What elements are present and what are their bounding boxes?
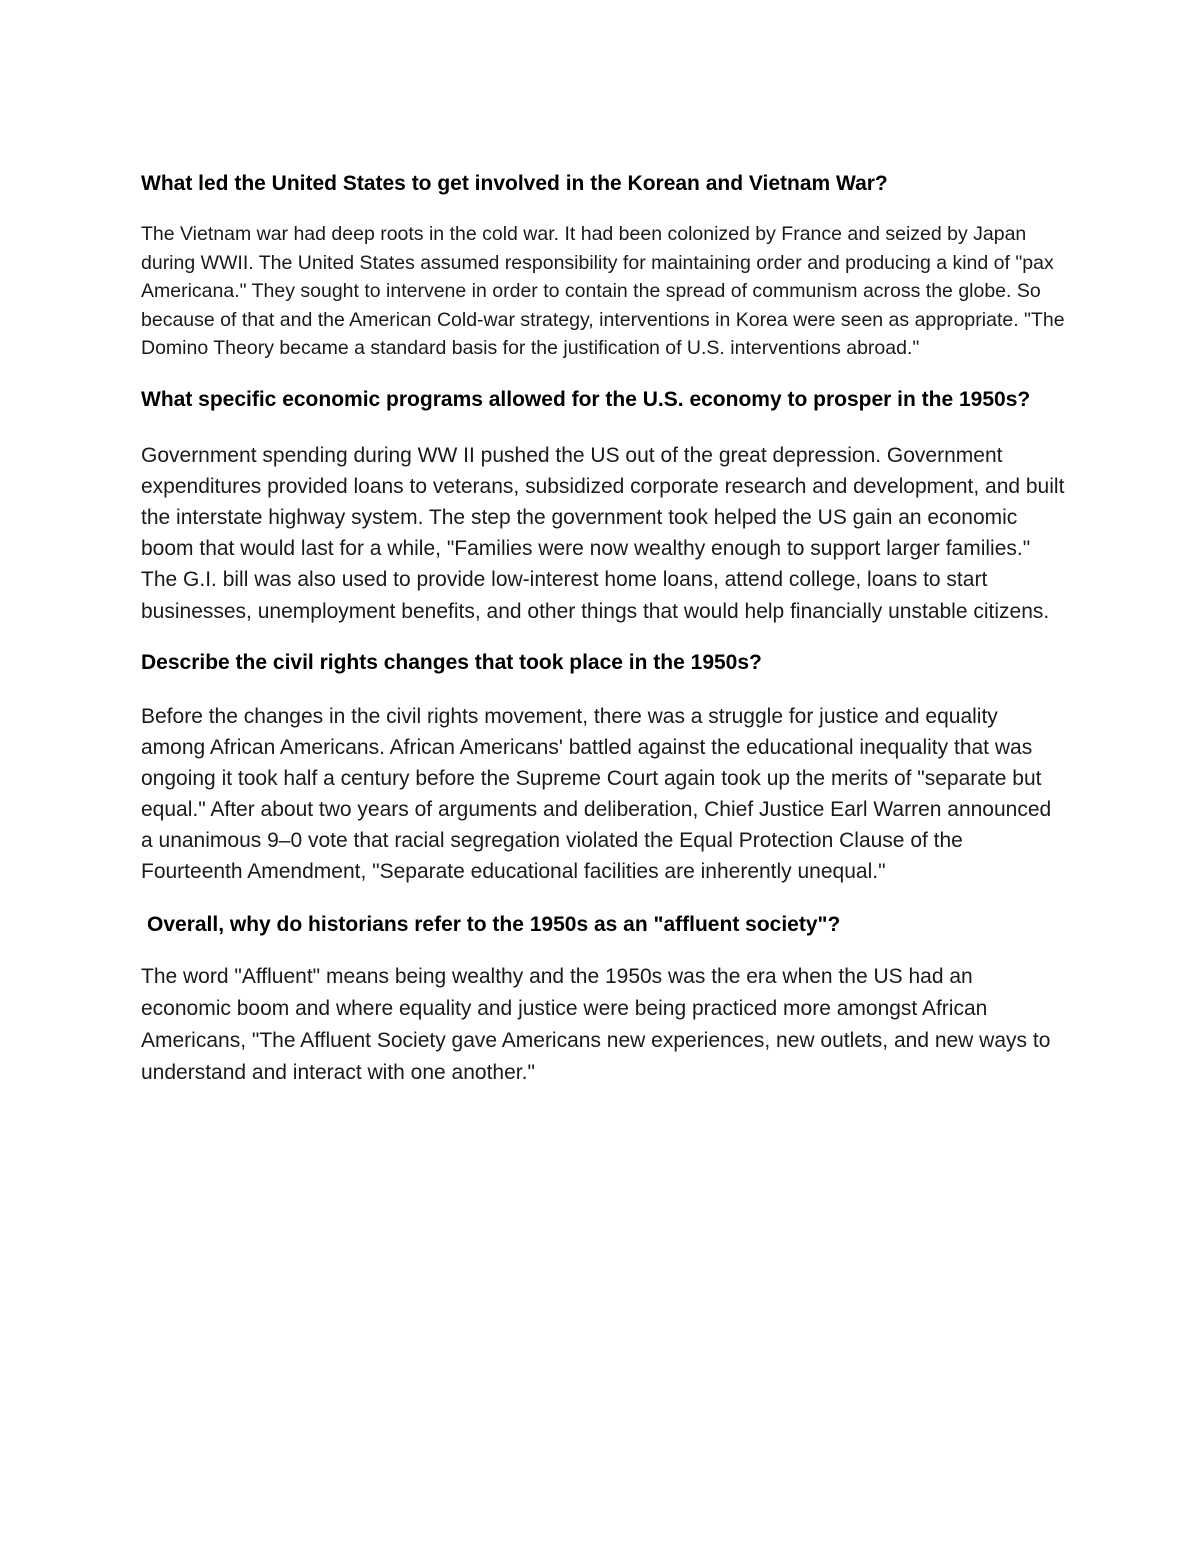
question-heading: Describe the civil rights changes that took place in the 1950s? (141, 650, 762, 674)
answer-paragraph: The Vietnam war had deep roots in the cold war. It had been colonized by France and seized by Japan during WWII. The United States assumed responsibility for maintaining order and producing a kind of "pax Americana." They sought to intervene in order to contain the spread of communism across the globe. So because of that and the American Cold-war strategy, interventions in Korea were seen as appropriate. "The Domino Theory became a standard basis for the justification of U.S. interventions abroad." (141, 223, 1065, 359)
question-heading: Overall, why do historians refer to the 1950s as an "affluent society"? (147, 912, 841, 936)
question-heading: What specific economic programs allowed for the U.S. economy to prosper in the 1950s? (141, 387, 1031, 411)
question-heading: What led the United States to get involved in the Korean and Vietnam War? (141, 172, 888, 195)
answer-paragraph: Government spending during WW II pushed the US out of the great depression. Government expenditures provided loans to veterans, subsidized corporate research and development, and built the interstate highway system. The step the government took helped the US gain an economic boom that would last for a while, "Families were now wealthy enough to support larger families." The G.I. bill was also used to provide low-interest home loans, attend college, loans to start businesses, unemployment benefits, and other things that would help financially unstable citizens. (141, 443, 1065, 623)
document-page (141, 168, 1066, 1089)
answer-paragraph: Before the changes in the civil rights movement, there was a struggle for justice and equality among African Americans. African Americans' battled against the educational inequality that was ongoing it took half a century before the Supreme Court again took up the merits of "separate but equal." After about two years of arguments and deliberation, Chief Justice Earl Warren announced a unanimous 9–0 vote that racial segregation violated the Equal Protection Clause of the Fourteenth Amendment, "Separate educational facilities are inherently unequal." (141, 704, 1052, 883)
answer-paragraph: The word "Affluent" means being wealthy and the 1950s was the era when the US had an economic boom and where equality and justice were being practiced more amongst African Americans, "The Affluent Society gave Americans new experiences, new outlets, and new ways to understand and interact with one another." (141, 964, 1051, 1084)
